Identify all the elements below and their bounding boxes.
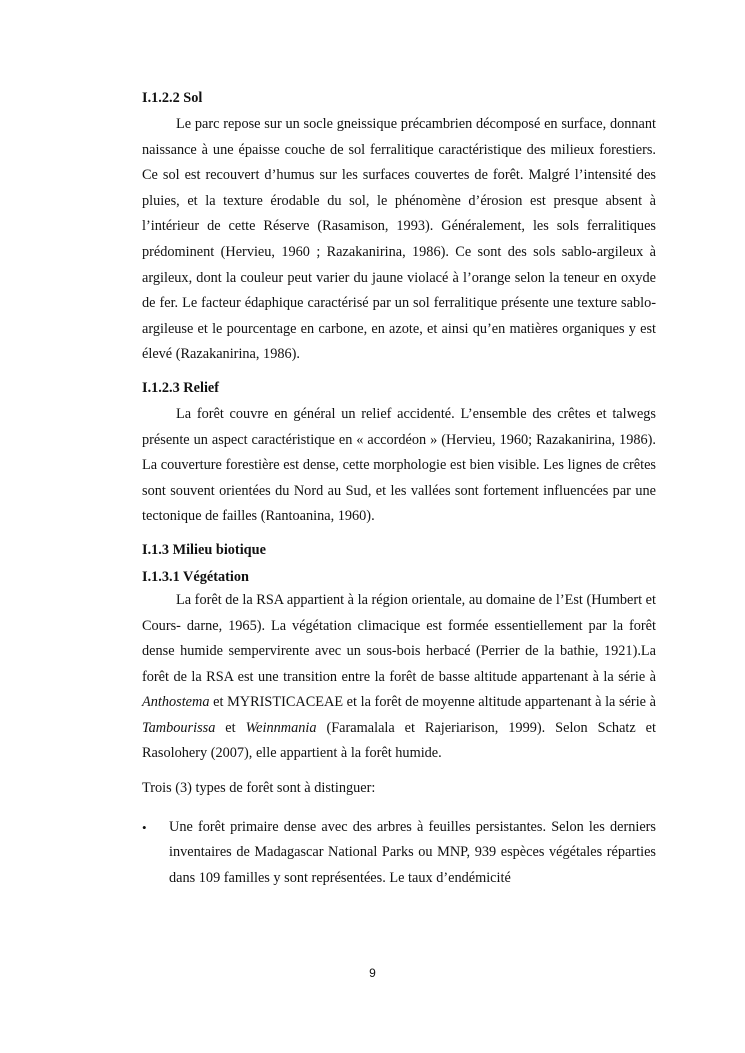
vegetation-text-part4: (Faramalala et Rajeriarison, 1999). Selon Schatz et Rasolohery (2007), elle appartient à la forêt humide. <box>142 719 656 762</box>
list-item <box>142 815 656 892</box>
genus-tambourissa: Tambourissa <box>142 719 216 736</box>
genus-anthostema: Anthostema <box>142 694 210 711</box>
page-number: 9 <box>369 966 376 980</box>
genus-weinnmania: Weinnmania <box>245 719 317 736</box>
paragraph-forest-types-intro: Trois (3) types de forêt sont à distinguer: <box>142 780 376 797</box>
list-item-text: Une forêt primaire dense avec des arbres à feuilles persistantes. Selon les derniers inventaires de Madagascar National Parks ou MNP, 939 espèces végétales réparties dans 109 familles y sont représentées. Le taux d’endémicité <box>169 818 656 886</box>
section-heading-sol: I.1.2.2 Sol <box>142 90 203 106</box>
paragraph-relief: La forêt couvre en général un relief accidenté. L’ensemble des crêtes et talwegs présente un aspect caractéristique en « accordéon » (Hervieu, 1960; Razakanirina, 1986). La couverture forestière est dense, cette morphologie est bien visible. Les lignes de crêtes sont souvent orientées du Nord au Sud, et les vallées sont fortement influencées par une tectonique de failles (Rantoanina, 1960). <box>142 405 656 525</box>
paragraph-vegetation <box>142 588 656 767</box>
section-heading-relief: I.1.2.3 Relief <box>142 379 220 396</box>
vegetation-text-part1: La forêt de la RSA appartient à la région orientale, au domaine de l’Est (Humbert et Cours- darne, 1965). La végétation climacique est formée essentiellement par la forêt dense humide sempervirente avec un sous-bois herbacé (Perrier de la bathie, 1921).La forêt de la RSA est une transition entre la forêt de basse altitude appartenant à la série à <box>142 591 656 685</box>
bullet-icon: • <box>142 819 147 835</box>
section-heading-vegetation: I.1.3.1 Végétation <box>142 568 249 585</box>
document-page <box>142 80 656 891</box>
vegetation-text-part2: et MYRISTICACEAE et la forêt de moyenne altitude appartenant à la série à <box>209 694 656 711</box>
section-heading-milieu-biotique: I.1.3 Milieu biotique <box>142 541 266 558</box>
vegetation-text-part3: et <box>215 719 246 736</box>
forest-types-list <box>142 815 656 892</box>
paragraph-sol: Le parc repose sur un socle gneissique précambrien décomposé en surface, donnant naissance à une épaisse couche de sol ferralitique caractéristique des milieux forestiers. Ce sol est recouvert d’humus sur les surfaces couvertes de forêt. Malgré l’intensité des pluies, et la texture érodable du sol, le phénomène d’érosion est presque absent à l’intérieur de cette Réserve (Rasamison, 1993). Généralement, les sols ferralitiques prédominent (Hervieu, 1960 ; Razakanirina, 1986). Ce sont des sols sablo-argileux à argileux, dont la couleur peut varier du jaune violacé à l’orange selon la teneur en oxyde de fer. Le facteur édaphique caractérisé par un sol ferralitique présente une texture sablo-argileuse et le pourcentage en carbone, en azote, et ainsi qu’en matières organiques y est élevé (Razakanirina, 1986). <box>142 116 656 363</box>
